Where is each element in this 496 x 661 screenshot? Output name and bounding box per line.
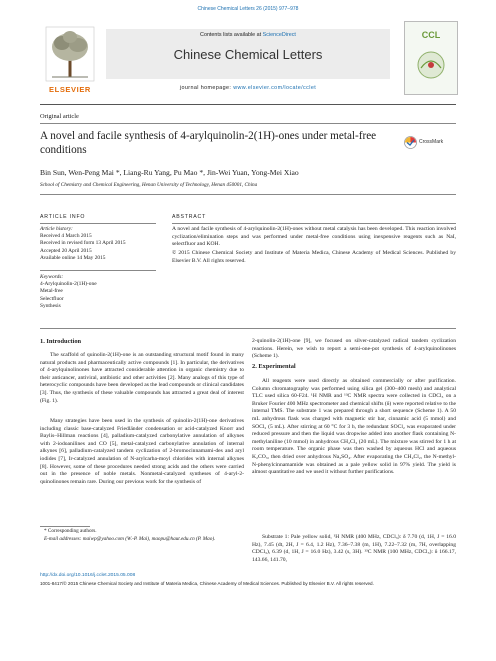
experimental-heading: 2. Experimental: [252, 363, 296, 370]
intro-heading: 1. Introduction: [40, 338, 82, 345]
right-paragraph: 2-quinolin-2(1H)-one [9], we focused on silver-catalyzed radical tandem cyclization reactions. Herein, we wish to report a semi-one-pot synthesis of 4-arylquinolinones (Scheme 1).: [252, 338, 456, 360]
history-heading: Article history:: [40, 226, 73, 232]
keyword: Metal-free: [40, 288, 63, 295]
keyword: 4-Arylquinolin-2(1H)-one: [40, 281, 97, 288]
homepage-link[interactable]: www.elsevier.com/locate/cclet: [233, 85, 317, 91]
keyword: Selectfluor: [40, 295, 64, 302]
footnote-email: E-mail addresses: maiwp@yahoo.com (W.-P. Mai), maopu@haut.edu.cn (P. Mao).: [44, 536, 216, 542]
masthead: [40, 21, 456, 99]
cover-badge: CCL: [421, 30, 441, 40]
affiliation: School of Chemistry and Chemical Engineering, Henan University of Technology, Henan 450001, China: [40, 182, 258, 188]
article-info-heading: ARTICLE INFO: [40, 214, 86, 220]
homepage-line: journal homepage: www.elsevier.com/locate/cclet: [179, 85, 317, 91]
abstract-heading: ABSTRACT: [172, 214, 207, 220]
keywords-heading: Keywords:: [40, 274, 64, 280]
history-item: Available online 14 May 2015: [40, 254, 106, 261]
abstract-copyright: © 2015 Chinese Chemical Society and Institute of Materia Medica, Chinese Academy of Medical Sciences. Published by Elsevier B.V. All rights reserved.: [172, 250, 456, 264]
history-item: Accepted 20 April 2015: [40, 247, 92, 254]
running-head: Chinese Chemical Letters 26 (2015) 977–978: [197, 6, 299, 12]
keyword: Synthesis: [40, 302, 61, 309]
experimental-paragraph: All reagents were used directly as obtained commercially or after purification. Column chromatography was performed using silica gel (300–400 mesh) and analytical TLC used silica 60-F24. ¹H NMR and ¹³C NMR spectra were collected in CDCl₃ on a Bruker Fourier 400 MHz spectrometer and chemical shifts (δ) were reported relative to the internal TMS. The substrate 1 was prepared through a short sequence (Scheme 1). A 50 mL anhydrous flask was charged with magnetic stir bar, cinnamic acid (5 mmol) and SOCl₂ (5 mL). After stirring at 60 °C for 3 h, the redundant SOCl₂ was evaporated under reduced pressure and then the liquid was dropwise added into another flask containing N-methylaniline (10 mmol) in anhydrous CH₂Cl₂ (20 mL). The mixture was stirred for 1 h at room temperature. The organic phase was then washed by aqueous HCl and aqueous K₂CO₃, then dried over anhydrous Na₂SO₄. After evaporating the CH₂Cl₂, the N-methyl-N-phenylcinnamamide was obtained as a pale yellow solid in 97% yield. The yield is almost quantitative and we used it without further purifications.: [252, 378, 456, 476]
substrate-data: Substrate 1: Pale yellow solid, ¹H NMR (400 MHz, CDCl₃): δ 7.70 (d, 1H, J = 16.0 Hz), 7.45 (dt, 2H, J = 6.4, 1.2 Hz), 7.36–7.38 (m, 1H), 7.22–7.32 (m, 7H, overlapping CDCl₃), 6.39 (d, 1H, J = 16.0 Hz), 3.42 (s, 3H). ¹³C NMR (100 MHz, CDCl₃): δ 166.17, 143.66, 141.70,: [252, 534, 456, 563]
elsevier-tree-icon: [40, 23, 100, 85]
issn-line: 1001-8417/© 2015 Chinese Chemical Society and Institute of Materia Medica, Chinese Academy of Medical Sciences. Published by Elsevier B.V. All rights reserved.: [40, 581, 374, 586]
article-title: A novel and facile synthesis of 4-arylquinolin-2(1H)-ones under metal-free conditions: [40, 130, 377, 156]
article-history: [40, 226, 156, 262]
keywords: [40, 274, 156, 310]
abstract-text: A novel and facile synthesis of 4-arylquinolin-2(1H)-ones without metal catalysis has been developed. This reaction involved cyclization/elimination steps and was performed under metal-free conditions using inexpensive reagents such as NaI, selectfluor and KOH.: [172, 226, 456, 248]
elsevier-wordmark: ELSEVIER: [49, 85, 91, 94]
contents-line: Contents lists available at ScienceDirect: [200, 32, 296, 38]
elsevier-logo: [40, 23, 100, 93]
cover-art-icon: [413, 48, 449, 82]
article-type: Original article: [40, 113, 79, 120]
journal-cover: [404, 21, 458, 95]
intro-paragraph: The scaffold of quinolin-2(1H)-one is an outstanding structural motif found in many natural products and pharmaceutically active compounds [1]. In particular, the derivatives of 4-arylquinolinones have attracted considerable attention in organic chemistry due to their anticancer, antiviral, antibiotic and other activities [2]. Many analogs of this type of heterocyclic compounds have been developed as the lead compounds or clinical candidates [3]. Thus, the synthesis of these valuable compounds has attracted a great deal of interest (Fig. 1).: [40, 352, 244, 404]
journal-title: Chinese Chemical Letters: [173, 47, 323, 62]
sciencedirect-link[interactable]: ScienceDirect: [262, 32, 296, 38]
crossmark-badge[interactable]: CrossMark: [404, 136, 458, 150]
history-item: Received 4 March 2015: [40, 233, 92, 240]
author-list: Bin Sun, Wen-Peng Mai *, Liang-Ru Yang, Pu Mao *, Jin-Wei Yuan, Yong-Mei Xiao: [40, 168, 299, 177]
history-item: Received in revised form 13 April 2015: [40, 240, 126, 247]
doi-link[interactable]: http://dx.doi.org/10.1016/j.cclet.2015.05.008: [40, 573, 136, 578]
crossmark-icon: [404, 136, 417, 149]
footnote-corresponding: * Corresponding authors.: [44, 528, 97, 534]
masthead-band: [106, 29, 390, 79]
intro-paragraph: Many strategies have been used in the synthesis of quinolin-2(1H)-one derivatives including classic base-catalyzed Friedländer condensation or acid-catalyzed Knorr and Baylis–Hillman reactions [4], palladium-catalyzed carbonylative annulation of alkynes with 2-iodoanilines and CO [5], metal-catalyzed carbonylative annulation of internal alkynes [6], palladium-catalyzed tandem cyclization of 2-bromocinnamami-des and aryl iodides [7], Ir-catalyzed annulation of N-arylcarba-moyl chlorides with internal alkynes [8]. However, some of these procedures needed strong acids and the others were carried out in the presence of noble metals. Nonmetal-catalyzed syntheses of 4-aryl-2-quinolinones remain rare. During our previous work for the synthesis of: [40, 418, 244, 485]
